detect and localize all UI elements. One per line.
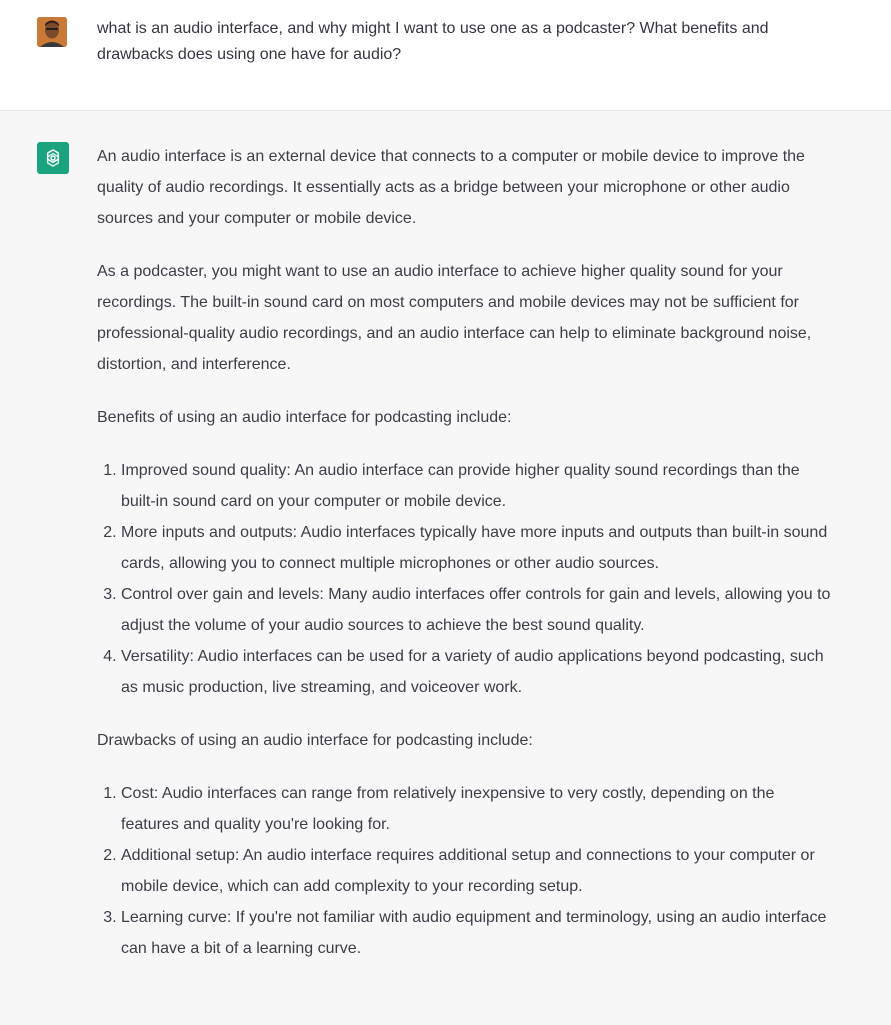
- assistant-paragraph-1: An audio interface is an external device that connects to a computer or mobile device to improve the quality of audio recordings. It essentially acts as a bridge between your microphone or other audio sources and your computer or mobile device.: [97, 148, 805, 227]
- user-avatar: [37, 17, 67, 47]
- benefits-list: [97, 455, 835, 703]
- list-item: 2. More inputs and outputs: Audio interfaces typically have more inputs and outputs than built-in sound cards, allowing you to connect multiple microphones or other audio sources.: [121, 517, 835, 579]
- assistant-message-text: [97, 141, 835, 986]
- list-item: 4. Versatility: Audio interfaces can be used for a variety of audio applications beyond podcasting, such as music production, live streaming, and voiceover work.: [121, 641, 835, 703]
- user-message-text: what is an audio interface, and why might I want to use one as a podcaster? What benefits and drawbacks does using one have for audio?: [97, 20, 769, 63]
- list-item: 1. Cost: Audio interfaces can range from relatively inexpensive to very costly, depending on the features and quality you're looking for.: [121, 778, 835, 840]
- assistant-paragraph-2: As a podcaster, you might want to use an audio interface to achieve higher quality sound for your recordings. The built-in sound card on most computers and mobile devices may not be sufficient for professional-quality audio recordings, and an audio interface can help to eliminate background noise, distortion, and interference.: [97, 263, 812, 373]
- user-message-row: [0, 0, 891, 111]
- list-item: 3. Control over gain and levels: Many audio interfaces offer controls for gain and levels, allowing you to adjust the volume of your audio sources to achieve the best sound quality.: [121, 579, 835, 641]
- list-item: 2. Additional setup: An audio interface requires additional setup and connections to your computer or mobile device, which can add complexity to your recording setup.: [121, 840, 835, 902]
- list-item: 3. Learning curve: If you're not familiar with audio equipment and terminology, using an audio interface can have a bit of a learning curve.: [121, 902, 835, 964]
- benefits-heading: Benefits of using an audio interface for podcasting include:: [97, 409, 512, 426]
- drawbacks-heading: Drawbacks of using an audio interface for podcasting include:: [97, 732, 533, 749]
- openai-logo-icon: [37, 142, 69, 174]
- assistant-message-row: [0, 111, 891, 1025]
- list-item: 1. Improved sound quality: An audio interface can provide higher quality sound recordings than the built-in sound card on your computer or mobile device.: [121, 455, 835, 517]
- drawbacks-list: [97, 778, 835, 964]
